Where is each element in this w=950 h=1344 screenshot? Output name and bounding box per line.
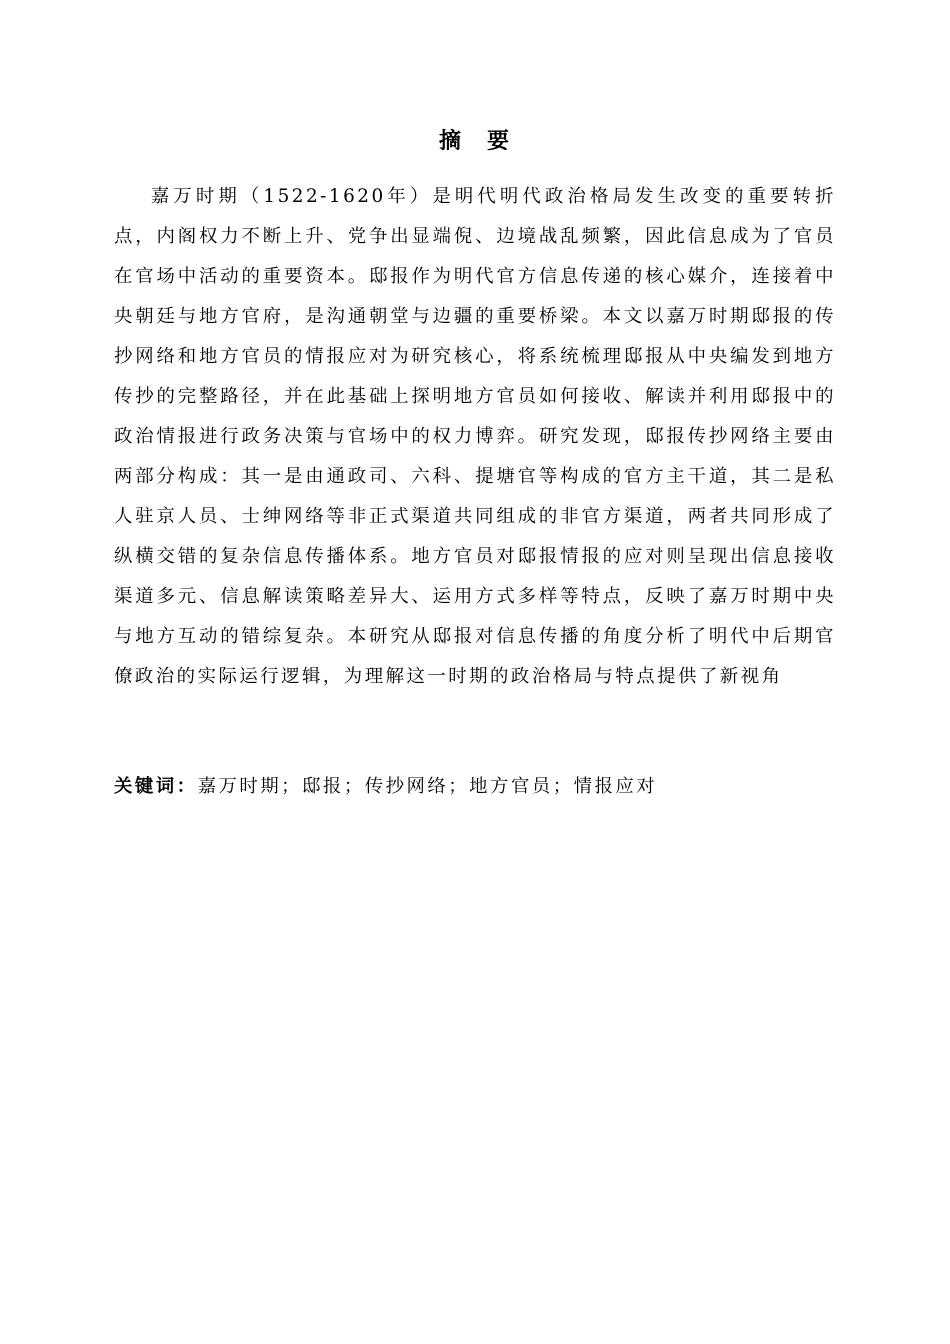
keywords-line: [114, 770, 836, 804]
abstract-paragraph: 嘉万时期（1522-1620年）是明代明代政治格局发生改变的重要转折点，内阁权力不断上升、党争出显端倪、边境战乱频繁，因此信息成为了官员在官场中活动的重要资本。邸报作为明代官方信息传递的核心媒介，连接着中央朝廷与地方官府，是沟通朝堂与边疆的重要桥梁。本文以嘉万时期邸报的传抄网络和地方官员的情报应对为研究核心，将系统梳理邸报从中央编发到地方传抄的完整路径，并在此基础上探明地方官员如何接收、解读并利用邸报中的政治情报进行政务决策与官场中的权力博弈。研究发现，邸报传抄网络主要由两部分构成：其一是由通政司、六科、提塘官等构成的官方主干道，其二是私人驻京人员、士绅网络等非正式渠道共同组成的非官方渠道，两者共同形成了纵横交错的复杂信息传播体系。地方官员对邸报情报的应对则呈现出信息接收渠道多元、信息解读策略差异大、运用方式多样等特点，反映了嘉万时期中央与地方互动的错综复杂。本研究从邸报对信息传播的角度分析了明代中后期官僚政治的实际运行逻辑，为理解这一时期的政治格局与特点提供了新视角: [114, 186, 836, 687]
keywords-label: 关键词：: [114, 776, 198, 797]
keywords-text: 嘉万时期；邸报；传抄网络；地方官员；情报应对: [197, 776, 658, 797]
page-title: 摘 要: [438, 129, 511, 154]
